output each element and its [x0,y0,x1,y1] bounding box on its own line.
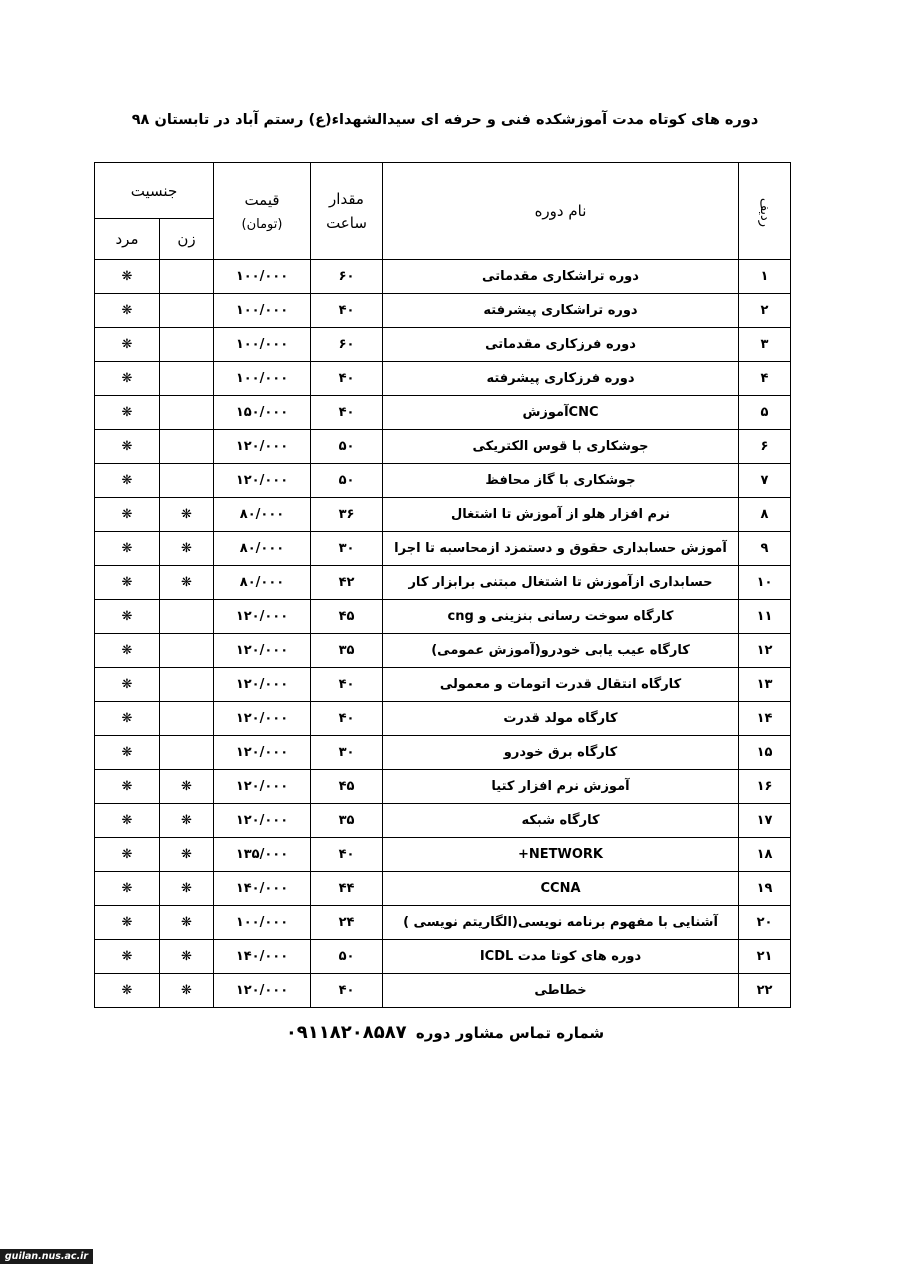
row-index: ۳ [739,328,791,362]
female-mark [160,430,214,464]
male-mark: ❋ [95,328,160,362]
row-index: ۴ [739,362,791,396]
table-row [95,328,791,362]
course-name: دوره تراشکاری پیشرفته [383,294,739,328]
course-name: آموزش نرم افزار کتیا [383,770,739,804]
table-row [95,940,791,974]
header-hours-line1: مقدار [329,190,364,208]
course-name: دوره های کوتا مدت ICDL [383,940,739,974]
course-name: آموزش حسابداری حقوق و دستمزد ازمحاسبه تا اجرا [383,532,739,566]
row-index: ۹ [739,532,791,566]
header-gender: جنسیت [95,163,214,219]
row-index: ۱۹ [739,872,791,906]
row-index: ۱۷ [739,804,791,838]
course-hours: ۵۰ [311,940,383,974]
course-name: جوشکاری با گاز محافظ [383,464,739,498]
course-name: کارگاه عیب یابی خودرو(آموزش عمومی) [383,634,739,668]
female-mark [160,600,214,634]
header-course-name: نام دوره [383,163,739,260]
course-name: نرم افزار هلو از آموزش تا اشتغال [383,498,739,532]
course-price: ۱۲۰/۰۰۰ [214,974,311,1008]
course-hours: ۴۰ [311,362,383,396]
table-row [95,668,791,702]
table-row [95,430,791,464]
table-row [95,634,791,668]
course-price: ۱۲۰/۰۰۰ [214,430,311,464]
row-index: ۵ [739,396,791,430]
female-mark: ❋ [160,498,214,532]
course-hours: ۴۰ [311,838,383,872]
male-mark: ❋ [95,872,160,906]
table-row [95,498,791,532]
course-hours: ۵۰ [311,464,383,498]
male-mark: ❋ [95,940,160,974]
female-mark [160,464,214,498]
course-price: ۱۰۰/۰۰۰ [214,362,311,396]
course-hours: ۳۶ [311,498,383,532]
table-row [95,294,791,328]
female-mark: ❋ [160,770,214,804]
course-name: دوره فرزکاری مقدماتی [383,328,739,362]
course-price: ۱۲۰/۰۰۰ [214,736,311,770]
row-index: ۱۲ [739,634,791,668]
course-name: CCNA [383,872,739,906]
course-price: ۱۲۰/۰۰۰ [214,600,311,634]
table-row [95,600,791,634]
table-row [95,770,791,804]
male-mark: ❋ [95,464,160,498]
male-mark: ❋ [95,668,160,702]
female-mark: ❋ [160,974,214,1008]
course-price: ۱۴۰/۰۰۰ [214,940,311,974]
male-mark: ❋ [95,532,160,566]
course-hours: ۴۰ [311,668,383,702]
course-name: حسابداری ازآموزش تا اشتغال مبتنی برابزار کار [383,566,739,600]
header-price-line2: (تومان) [241,216,283,232]
header-price [214,163,311,260]
male-mark: ❋ [95,498,160,532]
female-mark [160,702,214,736]
male-mark: ❋ [95,362,160,396]
male-mark: ❋ [95,906,160,940]
female-mark: ❋ [160,838,214,872]
course-hours: ۴۰ [311,294,383,328]
female-mark: ❋ [160,566,214,600]
female-mark: ❋ [160,532,214,566]
course-price: ۱۰۰/۰۰۰ [214,906,311,940]
course-hours: ۴۵ [311,600,383,634]
course-price: ۱۳۵/۰۰۰ [214,838,311,872]
table-row [95,464,791,498]
course-hours: ۴۲ [311,566,383,600]
table-row [95,566,791,600]
male-mark: ❋ [95,260,160,294]
table-row [95,906,791,940]
courses-table [94,162,791,1008]
row-index: ۲۱ [739,940,791,974]
page-title: دوره های کوتاه مدت آموزشکده فنی و حرفه ای سیدالشهداء(ع) رستم آباد در تابستان ۹۸ [131,112,759,128]
female-mark: ❋ [160,940,214,974]
male-mark: ❋ [95,804,160,838]
table-row [95,872,791,906]
male-mark: ❋ [95,838,160,872]
course-price: ۱۲۰/۰۰۰ [214,702,311,736]
male-mark: ❋ [95,634,160,668]
male-mark: ❋ [95,430,160,464]
course-hours: ۶۰ [311,328,383,362]
male-mark: ❋ [95,974,160,1008]
header-index: ردیف [739,163,791,260]
contact-label: شماره تماس مشاور دوره [415,1024,605,1042]
male-mark: ❋ [95,736,160,770]
header-hours-line2: ساعت [326,214,367,232]
row-index: ۱۰ [739,566,791,600]
course-hours: ۳۰ [311,736,383,770]
course-hours: ۳۰ [311,532,383,566]
table-row [95,736,791,770]
course-price: ۱۲۰/۰۰۰ [214,770,311,804]
course-name: کارگاه برق خودرو [383,736,739,770]
course-price: ۸۰/۰۰۰ [214,532,311,566]
course-price: ۱۰۰/۰۰۰ [214,328,311,362]
course-name: دوره تراشکاری مقدماتی [383,260,739,294]
female-mark: ❋ [160,872,214,906]
course-price: ۱۵۰/۰۰۰ [214,396,311,430]
course-price: ۸۰/۰۰۰ [214,566,311,600]
male-mark: ❋ [95,770,160,804]
female-mark: ❋ [160,906,214,940]
course-name: جوشکاری با قوس الکتریکی [383,430,739,464]
course-price: ۱۲۰/۰۰۰ [214,634,311,668]
header-row [95,163,791,219]
row-index: ۲۰ [739,906,791,940]
table-body [95,260,791,1008]
male-mark: ❋ [95,396,160,430]
female-mark [160,634,214,668]
row-index: ۱۵ [739,736,791,770]
female-mark [160,328,214,362]
row-index: ۶ [739,430,791,464]
female-mark [160,396,214,430]
row-index: ۱۴ [739,702,791,736]
table-row [95,702,791,736]
row-index: ۱۱ [739,600,791,634]
header-female: زن [160,219,214,260]
male-mark: ❋ [95,566,160,600]
row-index: ۸ [739,498,791,532]
course-hours: ۶۰ [311,260,383,294]
male-mark: ❋ [95,600,160,634]
course-price: ۱۲۰/۰۰۰ [214,804,311,838]
row-index: ۲ [739,294,791,328]
row-index: ۲۲ [739,974,791,1008]
course-price: ۱۰۰/۰۰۰ [214,260,311,294]
female-mark: ❋ [160,804,214,838]
row-index: ۱۶ [739,770,791,804]
course-hours: ۴۰ [311,396,383,430]
row-index: ۱۸ [739,838,791,872]
course-hours: ۴۵ [311,770,383,804]
table-row [95,532,791,566]
table-row [95,396,791,430]
course-hours: ۴۰ [311,702,383,736]
course-name: CNCآموزش [383,396,739,430]
course-name: کارگاه مولد قدرت [383,702,739,736]
course-name: دوره فرزکاری پیشرفته [383,362,739,396]
course-name: کارگاه سوخت رسانی بنزینی و cng [383,600,739,634]
course-price: ۸۰/۰۰۰ [214,498,311,532]
course-name: NETWORK+ [383,838,739,872]
course-name: آشنایی با مفهوم برنامه نویسی(الگاریتم نویسی ) [383,906,739,940]
row-index: ۷ [739,464,791,498]
course-hours: ۳۵ [311,634,383,668]
course-name: کارگاه شبکه [383,804,739,838]
course-hours: ۴۰ [311,974,383,1008]
course-price: ۱۲۰/۰۰۰ [214,668,311,702]
course-hours: ۴۴ [311,872,383,906]
row-index: ۱ [739,260,791,294]
female-mark [160,294,214,328]
table-row [95,974,791,1008]
female-mark [160,668,214,702]
course-price: ۱۴۰/۰۰۰ [214,872,311,906]
course-price: ۱۰۰/۰۰۰ [214,294,311,328]
contact-line [95,1022,795,1043]
course-name: خطاطی [383,974,739,1008]
course-hours: ۳۵ [311,804,383,838]
site-badge: guilan.nus.ac.ir [0,1249,93,1264]
table-row [95,362,791,396]
female-mark [160,736,214,770]
contact-phone: ۰۹۱۱۸۲۰۸۵۸۷ [285,1022,407,1043]
male-mark: ❋ [95,702,160,736]
female-mark [160,362,214,396]
header-male: مرد [95,219,160,260]
table-row [95,838,791,872]
male-mark: ❋ [95,294,160,328]
table-row [95,260,791,294]
course-name: کارگاه انتقال قدرت اتومات و معمولی [383,668,739,702]
course-hours: ۵۰ [311,430,383,464]
course-price: ۱۲۰/۰۰۰ [214,464,311,498]
row-index: ۱۳ [739,668,791,702]
header-hours [311,163,383,260]
header-price-line1: قیمت [244,190,280,209]
female-mark [160,260,214,294]
table-row [95,804,791,838]
course-hours: ۲۴ [311,906,383,940]
